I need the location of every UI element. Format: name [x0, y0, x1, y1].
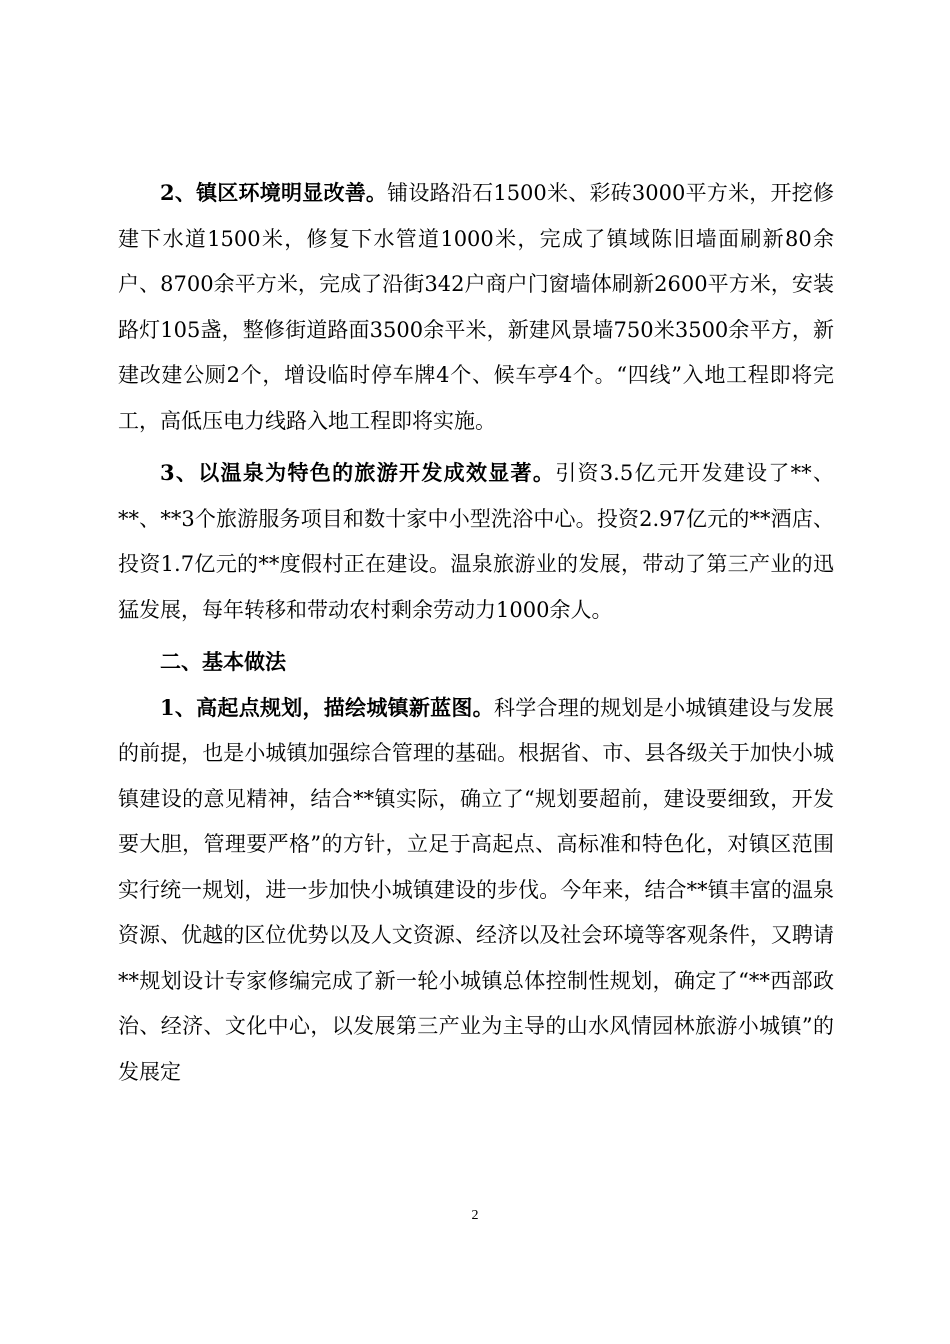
paragraph-lead: 2、镇区环境明显改善。: [160, 180, 388, 205]
paragraph-body: 引资3.5亿元开发建设了**、**、**3个旅游服务项目和数十家中小型洗浴中心。投资2.97亿元的**酒店、投资1.7亿元的**度假村正在建设。温泉旅游业的发展，带动了第三产业的迅猛发展，每年转移和带动农村剩余劳动力1000余人。: [118, 461, 834, 622]
page-number: 2: [471, 1208, 479, 1223]
paragraph-lead: 3、以温泉为特色的旅游开发成效显著。: [160, 460, 556, 485]
section-heading: 二、基本做法: [160, 649, 286, 674]
paragraph-hot-spring-tourism: [118, 450, 834, 633]
paragraph-town-environment: [118, 170, 834, 444]
paragraph-lead: 1、高起点规划，描绘城镇新蓝图。: [160, 694, 494, 720]
document-page: [118, 170, 834, 1095]
paragraph-body: 科学合理的规划是小城镇建设与发展的前提，也是小城镇加强综合管理的基础。根据省、市、县各级关于加快小城镇建设的意见精神，结合**镇实际，确立了“规划要超前，建设要细致，开发要大胆，管理要严格”的方针，立足于高起点、高标准和特色化，对镇区范围实行统一规划，进一步加快小城镇建设的步伐。今年来，结合**镇丰富的温泉资源、优越的区位优势以及人文资源、经济以及社会环境等客观条件，又聘请**规划设计专家修编完成了新一轮小城镇总体控制性规划，确定了“**西部政治、经济、文化中心，以发展第三产业为主导的山水风情园林旅游小城镇”的发展定: [118, 695, 834, 1084]
paragraph-body: 铺设路沿石1500米、彩砖3000平方米，开挖修建下水道1500米，修复下水管道1000米，完成了镇域陈旧墙面刷新80余户、8700余平方米，完成了沿街342户商户门窗墙体刷新2600平方米，安装路灯105盏，整修街道路面3500余平米，新建风景墙750米3500余平方，新建改建公厕2个，增设临时停车牌4个、候车亭4个。“四线”入地工程即将完工，高低压电力线路入地工程即将实施。: [118, 181, 834, 433]
paragraph-planning: [118, 685, 834, 1096]
